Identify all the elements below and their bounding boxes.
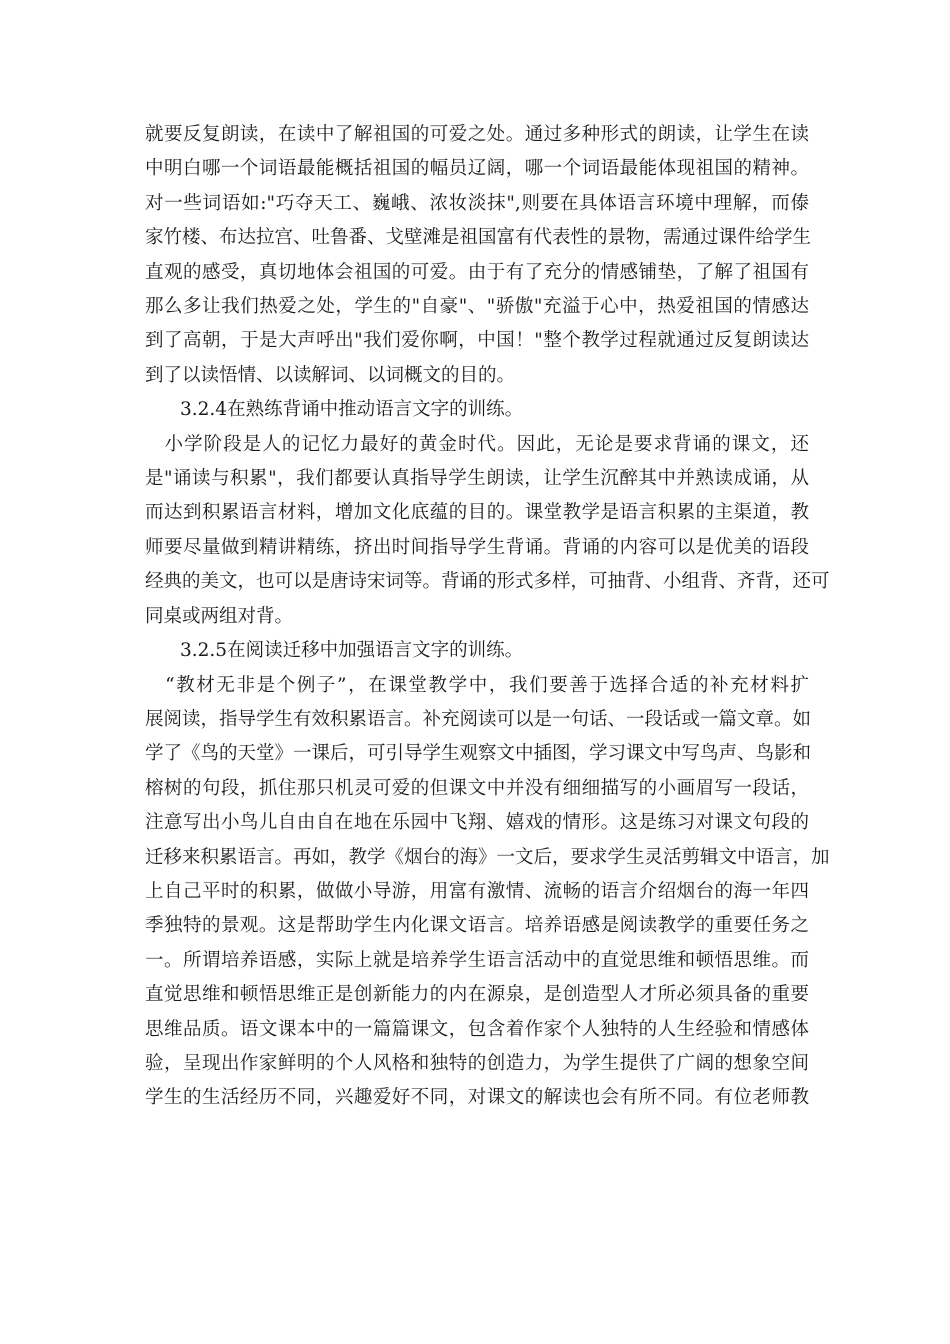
document-body <box>145 118 830 1116</box>
text-line: 展阅读，指导学生有效积累语言。补充阅读可以是一句话、一段话或一篇文章。如 <box>145 708 812 730</box>
text-line: 直觉思维和顿悟思维正是创新能力的内在源泉，是创造型人才所必须具备的重要 <box>145 984 809 1006</box>
text-line: 对一些词语如:"巧夺天工、巍峨、浓妆淡抹",则要在具体语言环境中理解，而傣 <box>145 192 809 214</box>
paragraph-reading-transfer <box>145 669 830 1116</box>
text-line: 上自己平时的积累，做做小导游，用富有激情、流畅的语言介绍烟台的海一年四 <box>145 880 809 902</box>
text-line: 一。所谓培养语感，实际上就是培养学生语言活动中的直觉思维和顿悟思维。而 <box>145 949 809 971</box>
text-line: 直观的感受，真切地体会祖国的可爱。由于有了充分的情感铺垫，了解了祖国有 <box>145 261 809 283</box>
text-line: 家竹楼、布达拉宫、吐鲁番、戈壁滩是祖国富有代表性的景物，需通过课件给学生 <box>145 227 812 249</box>
text-line: 思维品质。语文课本中的一篇篇课文，包含着作家个人独特的人生经验和情感体 <box>145 1018 809 1040</box>
heading-text: 3.2.4在熟练背诵中推动语言文字的训练。 <box>180 399 524 421</box>
text-line: 榕树的句段，抓住那只机灵可爱的但课文中并没有细细描写的小画眉写一段话， <box>145 777 809 799</box>
text-line: 中明白哪一个词语最能概括祖国的幅员辽阔，哪一个词语最能体现祖国的精神。 <box>145 158 809 180</box>
text-line: 师要尽量做到精讲精练，挤出时间指导学生背诵。背诵的内容可以是优美的语段 <box>145 536 809 558</box>
text-line: 到了以读悟情、以读解词、以词概文的目的。 <box>145 364 516 386</box>
paragraph-reading-aloud <box>145 118 812 393</box>
text-line: 学了《鸟的天堂》一课后，可引导学生观察文中插图，学习课文中写鸟声、鸟影和 <box>145 743 812 765</box>
text-line: 验，呈现出作家鲜明的个人风格和独特的创造力，为学生提供了广阔的想象空间 <box>145 1052 809 1074</box>
text-line: 到了高朝，于是大声呼出"我们爱你啊，中国！"整个教学过程就通过反复朗读达 <box>145 330 809 352</box>
text-line: 注意写出小鸟儿自由自在地在乐园中飞翔、嬉戏的情形。这是练习对课文句段的 <box>145 812 809 834</box>
text-line: 那么多让我们热爱之处，学生的"自豪"、"骄傲"充溢于心中，热爱祖国的情感达 <box>145 296 809 318</box>
paragraph-recitation <box>145 428 830 634</box>
text-line: 学生的生活经历不同，兴趣爱好不同，对课文的解读也会有所不同。有位老师教 <box>145 1087 809 1109</box>
text-line: 而达到积累语言材料，增加文化底蕴的目的。课堂教学是语言积累的主渠道，教 <box>145 502 809 524</box>
text-line: 小学阶段是人的记忆力最好的黄金时代。因此，无论是要求背诵的课文，还 <box>145 433 809 455</box>
text-line: “教材无非是个例子”，在课堂教学中，我们要善于选择合适的补充材料扩 <box>145 674 809 696</box>
text-line: 经典的美文，也可以是唐诗宋词等。背诵的形式多样，可抽背、小组背、齐背，还可 <box>145 571 830 593</box>
heading-text: 3.2.5在阅读迁移中加强语言文字的训练。 <box>180 640 524 662</box>
text-line: 就要反复朗读，在读中了解祖国的可爱之处。通过多种形式的朗读，让学生在读 <box>145 124 809 145</box>
section-heading-3-2-4 <box>145 393 809 427</box>
text-line: 同桌或两组对背。 <box>145 605 294 627</box>
text-line: 是"诵读与积累"，我们都要认真指导学生朗读，让学生沉醉其中并熟读成诵，从 <box>145 468 809 490</box>
section-heading-3-2-5 <box>145 634 809 668</box>
text-line: 季独特的景观。这是帮助学生内化课文语言。培养语感是阅读教学的重要任务之 <box>145 915 809 937</box>
text-line: 迁移来积累语言。再如，教学《烟台的海》一文后，要求学生灵活剪辑文中语言，加 <box>145 846 830 868</box>
